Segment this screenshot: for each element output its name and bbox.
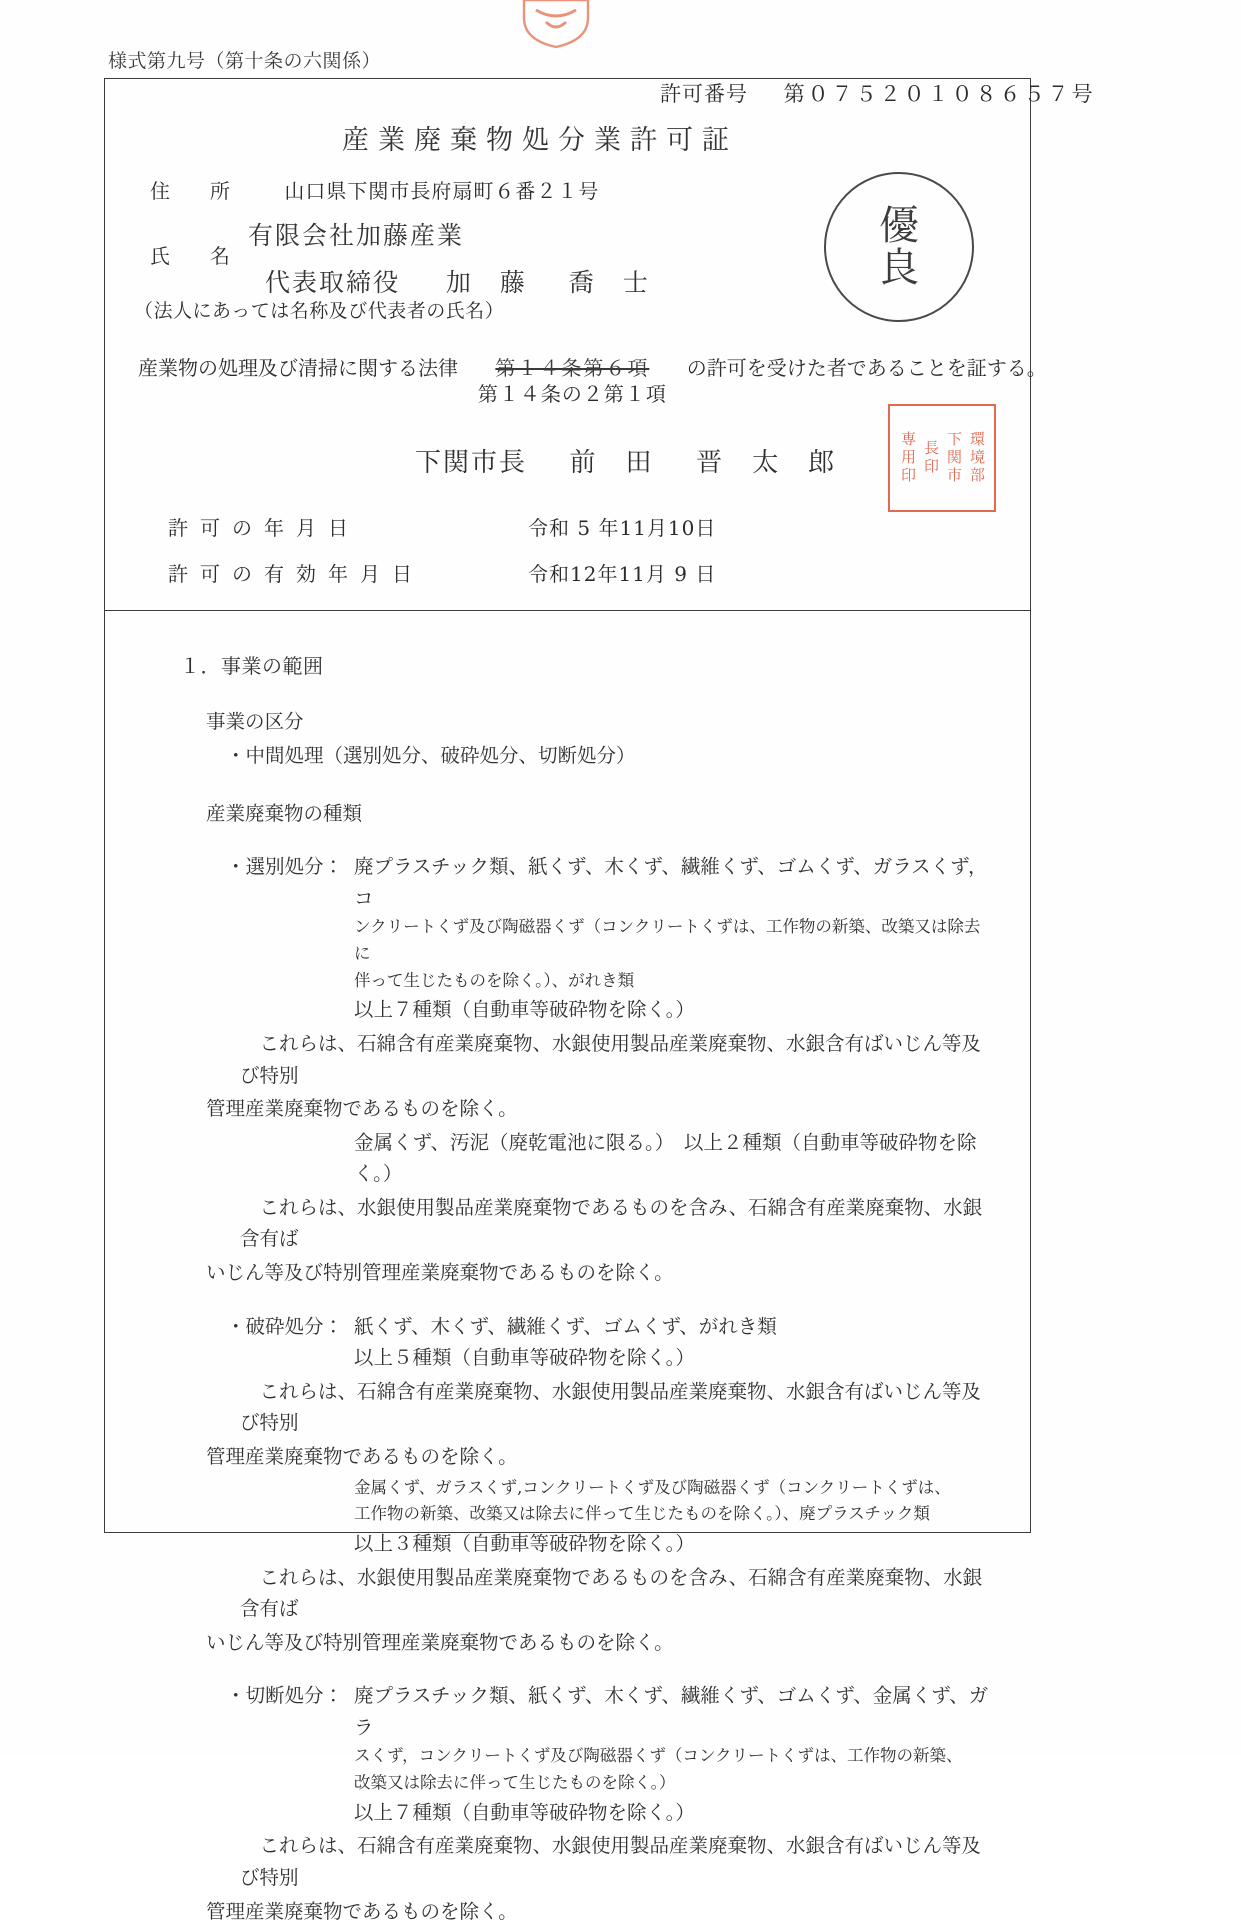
waste-type-key: ・選別処分： [226,855,344,879]
excellent-seal-char-1: 優 [879,203,919,249]
waste-type-line: 紙くず、木くず、繊維くず、ゴムくず、がれき類 [354,1314,777,1338]
waste-type-note: これらは、水銀使用製品産業廃棄物であるものを含み、石綿含有産業廃棄物、水銀含有ば [240,1195,983,1251]
business-category-heading: 事業の区分 [206,710,304,734]
law-clause-group [474,352,670,406]
permit-number-value: 第０７５２０１０８６５７号 [783,82,1096,106]
waste-type-line: 廃プラスチック類、紙くず、木くず、繊維くず、ゴムくず、ガラスくず，コ [354,855,988,910]
name-note: （法人にあっては名称及び代表者の氏名） [134,300,505,322]
name-label [150,240,240,269]
waste-type-group [144,1680,991,1927]
permit-date-row [168,512,717,541]
waste-type-line: ンクリートくず及び陶磁器くず（コンクリートくずは、工作物の新築、改築又は除去に [354,917,981,963]
permit-number-label: 許可番号 [660,82,748,106]
waste-type-group [144,851,991,1289]
waste-type-note: いじん等及び特別管理産業廃棄物であるものを除く。 [206,1261,674,1285]
excellent-rating-seal [824,172,974,322]
waste-type-line: 金属くず、汚泥（廃乾電池に限る。） 以上２種類（自動車等破砕物を除く。） [354,1130,977,1186]
waste-type-note: 管理産業廃棄物であるものを除く。 [206,1097,518,1121]
waste-type-line: 廃プラスチック類、紙くず、木くず、繊維くず、ゴムくず、金属くず、ガラ [354,1684,989,1739]
issuer-title: 下関市長 [415,448,528,478]
address-value: 山口県下関市長府扇町６番２１号 [284,179,600,203]
expiry-date-value: 令和12年11月 9 日 [528,562,717,586]
waste-type-groups [144,851,991,1927]
waste-type-row [226,1311,991,1374]
form-number: 様式第九号（第十条の六関係） [108,50,382,72]
body-section [104,614,1031,1927]
waste-type-note: これらは、石綿含有産業廃棄物、水銀使用製品産業廃棄物、水銀含有ばいじん等及び特別 [240,1032,982,1087]
waste-type-line: スくず，コンクリートくず及び陶磁器くず（コンクリートくずは、工作物の新築、 [354,1746,963,1766]
waste-type-note: いじん等及び特別管理産業廃棄物であるものを除く。 [206,1630,674,1654]
waste-type-note: これらは、石綿含有産業廃棄物、水銀使用製品産業廃棄物、水銀含有ばいじん等及び特別 [240,1834,982,1890]
waste-type-key: ・切断処分： [226,1684,344,1708]
official-seal-col-3: 長印 [922,440,940,476]
permit-date-label: 許可の年月日 [168,516,360,540]
representative-name-first: 加 藤 [445,268,527,297]
waste-type-note: これらは、石綿含有産業廃棄物、水銀使用製品産業廃棄物、水銀含有ばいじん等及び特別 [240,1379,982,1435]
law-clause-new: 第１４条の２第１項 [477,382,667,406]
law-prefix: 産業物の処理及び清掃に関する法律 [138,356,458,380]
waste-type-line: 以上５種類（自動車等破砕物を除く。） [354,1346,695,1370]
waste-type-lines [354,1311,991,1374]
waste-type-line: 金属くず、ガラスくず,コンクリートくず及び陶磁器くず（コンクリートくずは、 [354,1477,951,1497]
issuer-name-last: 晋 太 郎 [696,448,837,478]
law-suffix: の許可を受けた者であることを証する。 [686,356,1047,380]
address-row [150,175,599,204]
company-name: 有限会社加藤産業 [248,221,465,250]
waste-type-lines [354,851,991,1026]
official-seal-col-2: 下関市 [945,431,963,485]
expiry-date-label: 許可の有効年月日 [168,562,424,586]
waste-type-lines-secondary [144,1475,991,1560]
address-label: 住 所 [150,179,240,203]
section-divider [104,610,1031,611]
representative-row [265,263,650,299]
waste-type-line: 伴って生じたものを除く。）、がれき類 [354,970,635,990]
waste-type-lines-secondary [144,1127,991,1190]
law-clause-struck: 第１４条第６項 [495,356,650,380]
official-seal-col-4: 専用印 [899,431,917,485]
waste-type-line: 工作物の新築、改築又は除去に伴って生じたものを除く。）、廃プラスチック類 [354,1504,930,1524]
business-category-item: ・中間処理（選別処分、破砕処分、切断処分） [226,743,636,767]
waste-type-line: 改築又は除去に伴って生じたものを除く。） [354,1773,676,1793]
waste-type-row [226,1680,991,1828]
waste-type-line: 以上７種類（自動車等破砕物を除く。） [354,1800,695,1824]
official-red-seal [888,404,996,512]
waste-type-note: これらは、水銀使用製品産業廃棄物であるものを含み、石綿含有産業廃棄物、水銀含有ば [240,1565,983,1621]
official-seal-col-1: 環境部 [968,431,986,485]
excellent-seal-char-2: 良 [879,245,919,291]
waste-type-lines [354,1680,991,1828]
name-label-text: 氏 名 [150,244,240,268]
waste-type-row [226,851,991,1026]
waste-type-key: ・破砕処分： [226,1314,344,1338]
issuer-name-first: 前 田 [569,448,654,478]
permit-number [660,78,1096,108]
waste-type-note: 管理産業廃棄物であるものを除く。 [206,1899,518,1923]
waste-type-group [144,1311,991,1659]
page-title: 産業廃棄物処分業許可証 [342,125,738,156]
issuer-row [415,442,836,479]
section-1-title: １．事業の範囲 [180,654,324,678]
waste-types-heading: 産業廃棄物の種類 [206,801,363,825]
waste-type-line: 以上７種類（自動車等破砕物を除く。） [354,998,695,1022]
law-reference-line [138,352,1047,406]
expiry-date-row [168,558,717,587]
waste-type-note: 管理産業廃棄物であるものを除く。 [206,1444,518,1468]
waste-type-line: 以上３種類（自動車等破砕物を除く。） [354,1531,695,1555]
partial-red-seal-top-icon [520,0,592,48]
representative-name-last: 喬 士 [568,268,650,297]
permit-date-value: 令和 5 年11月10日 [528,516,717,540]
representative-title: 代表取締役 [265,268,401,297]
